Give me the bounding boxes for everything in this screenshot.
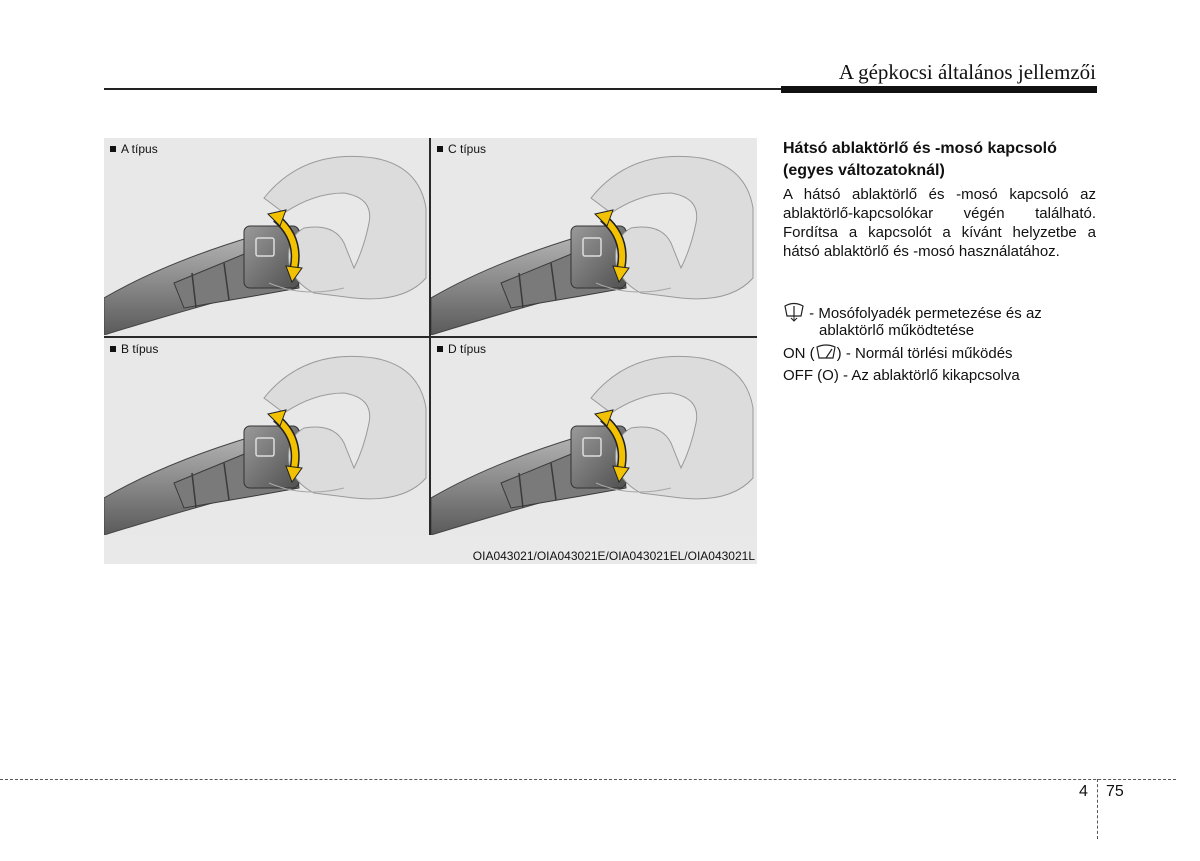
panel-label-text: B típus [121, 342, 159, 356]
panel-label-text: C típus [448, 142, 487, 156]
header-title: A gépkocsi általános jellemzői [838, 60, 1096, 84]
section-title: Hátsó ablaktörlő és -mosó kapcsoló (egyes változatoknál) [783, 140, 1057, 179]
stalk-illustration [431, 138, 756, 335]
on-prefix: ON ( [783, 345, 815, 362]
panel-a [104, 138, 429, 335]
chapter-number: 4 [1079, 783, 1088, 800]
on-suffix: ) - Normál törlési működés [836, 345, 1013, 362]
panel-label [110, 142, 158, 156]
wiper-icon [815, 344, 837, 362]
footer-divider [1097, 779, 1098, 839]
panel-label [110, 342, 158, 356]
footer-rule [0, 779, 1176, 780]
washer-wiper-icon [783, 302, 805, 322]
stalk-illustration [104, 338, 429, 535]
panel-label-text: D típus [448, 342, 487, 356]
figure-code: OIA043021/OIA043021E/OIA043021EL/OIA043021L [472, 549, 755, 563]
figure-divider [104, 336, 757, 338]
washer-item [783, 302, 1042, 323]
panel-d [431, 338, 756, 535]
panel-label [437, 342, 486, 356]
stalk-illustration [104, 138, 429, 335]
washer-text: - Mosófolyadék permetezése és az [809, 305, 1042, 322]
off-item: OFF (O) - Az ablaktörlő kikapcsolva [783, 367, 1020, 384]
panel-label [437, 142, 486, 156]
panel-c [431, 138, 756, 335]
on-item [783, 344, 1013, 363]
panel-b [104, 338, 429, 535]
page-number: 75 [1106, 783, 1124, 800]
panel-label-text: A típus [121, 142, 158, 156]
header-bar [781, 86, 1097, 93]
section-paragraph: A hátsó ablaktörlő és -mosó kapcsoló az ablaktörlő-kapcsolókar végén található. Fordítsa a kapcsolót a kívánt helyzetbe a hátsó ablaktörlő és -mosó használatához. [783, 186, 1096, 260]
stalk-illustration [431, 338, 756, 535]
switch-figure [104, 138, 757, 564]
washer-item-cont: ablaktörlő működtetése [819, 322, 975, 339]
